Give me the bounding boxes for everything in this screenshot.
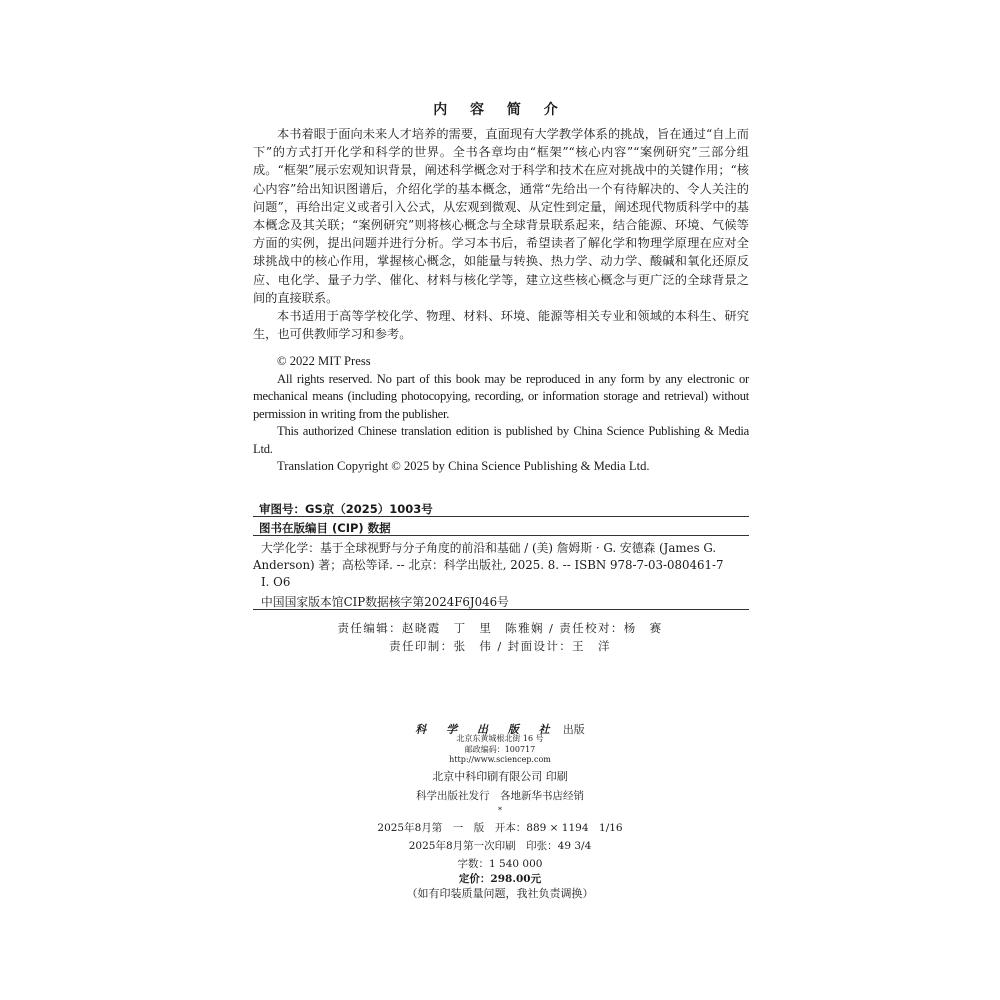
editor-credits: 责任编辑：赵晓霞 丁 里 陈雅娴 / 责任校对：杨 赛 <box>337 621 663 635</box>
cip-number: 中国国家版本馆CIP数据核字第2024F6J046号 <box>261 595 509 609</box>
divider <box>253 609 749 610</box>
page-title: 内 容 简 介 <box>433 102 567 118</box>
cip-heading: 图书在版编目 (CIP) 数据 <box>259 521 391 535</box>
map-review-number: 审图号：GS京（2025）1003号 <box>259 502 433 516</box>
price: 定价：298.00元 <box>458 873 542 885</box>
rights-statement: All rights reserved. No part of this book may be reproduced in any form by any electronic or mechanical means (including photocopying, recording, or information storage and retrieval) without permission in writing from the publisher. <box>253 371 749 421</box>
postcode: 邮政编码：100717 <box>464 745 536 754</box>
printer: 北京中科印刷有限公司 印刷 <box>432 770 568 783</box>
distribution: 科学出版社发行 各地新华书店经销 <box>416 790 584 802</box>
publisher-suffix: 出版 <box>562 723 585 736</box>
copyright-line: © 2022 MIT Press <box>277 354 371 368</box>
printing-line: 2025年8月第一次印刷 印张：49 3/4 <box>408 840 592 852</box>
content-summary <box>253 125 749 343</box>
cip-entry-line: 大学化学：基于全球视野与分子角度的前沿和基础 / (美) 詹姆斯 · G. 安德森 (James G. <box>261 541 717 555</box>
edition-line: 2025年8月第 一 版 开本：889 × 1194 1/16 <box>377 822 623 834</box>
separator-star: * <box>498 806 502 815</box>
production-credits: 责任印制：张 伟 / 封面设计：王 洋 <box>389 639 611 653</box>
copyright-notice <box>253 353 749 476</box>
summary-paragraph: 本书着眼于面向未来人才培养的需要，直面现有大学教学体系的挑战，旨在通过“自上而下”的方式打开化学和科学的世界。全书各章均由“框架”“核心内容”“案例研究”三部分组成。“框架”展示宏观知识背景，阐述科学概念对于科学和技术在应对挑战中的关键作用；“核心内容”给出知识图谱后，介绍化学的基本概念，通常“先给出一个有待解决的、令人关注的问题”，再给出定义或者引入公式，从宏观到微观、从定性到定量，阐述现代物质科学中的基本概念及其关联；“案例研究”则将核心概念与全球背景联系起来，结合能源、环境、气候等方面的实例，提出问题并进行分析。学习本书后，希望读者了解化学和物理学原理在应对全球挑战中的核心作用，掌握核心概念，如能量与转换、热力学、动力学、酸碱和氧化还原反应、电化学、量子力学、催化、材料与核化学等，建立这些核心概念与更广泛的全球背景之间的直接联系。 <box>253 127 749 305</box>
cip-entry-line: Anderson) 著；高松等译. -- 北京：科学出版社, 2025. 8. -- ISBN 978-7-03-080461-7 <box>253 558 724 572</box>
publisher-name: 科 学 出 版 社 <box>415 723 558 736</box>
classification-number: Ⅰ. O6 <box>261 575 291 589</box>
publisher-address: 北京东黄城根北街 16 号 <box>456 734 544 743</box>
translation-copyright: Translation Copyright © 2025 by China Science Publishing & Media Ltd. <box>277 459 650 473</box>
divider <box>253 535 749 536</box>
word-count: 字数：1 540 000 <box>457 858 543 870</box>
divider <box>253 516 749 517</box>
quality-notice: （如有印装质量问题，我社负责调换） <box>406 887 594 900</box>
summary-paragraph: 本书适用于高等学校化学、物理、材料、环境、能源等相关专业和领域的本科生、研究生，也可供教师学习和参考。 <box>253 309 749 342</box>
authorized-edition-statement: This authorized Chinese translation edition is published by China Science Publishing & Media Ltd. <box>253 424 749 456</box>
website: http://www.sciencep.com <box>449 755 551 764</box>
